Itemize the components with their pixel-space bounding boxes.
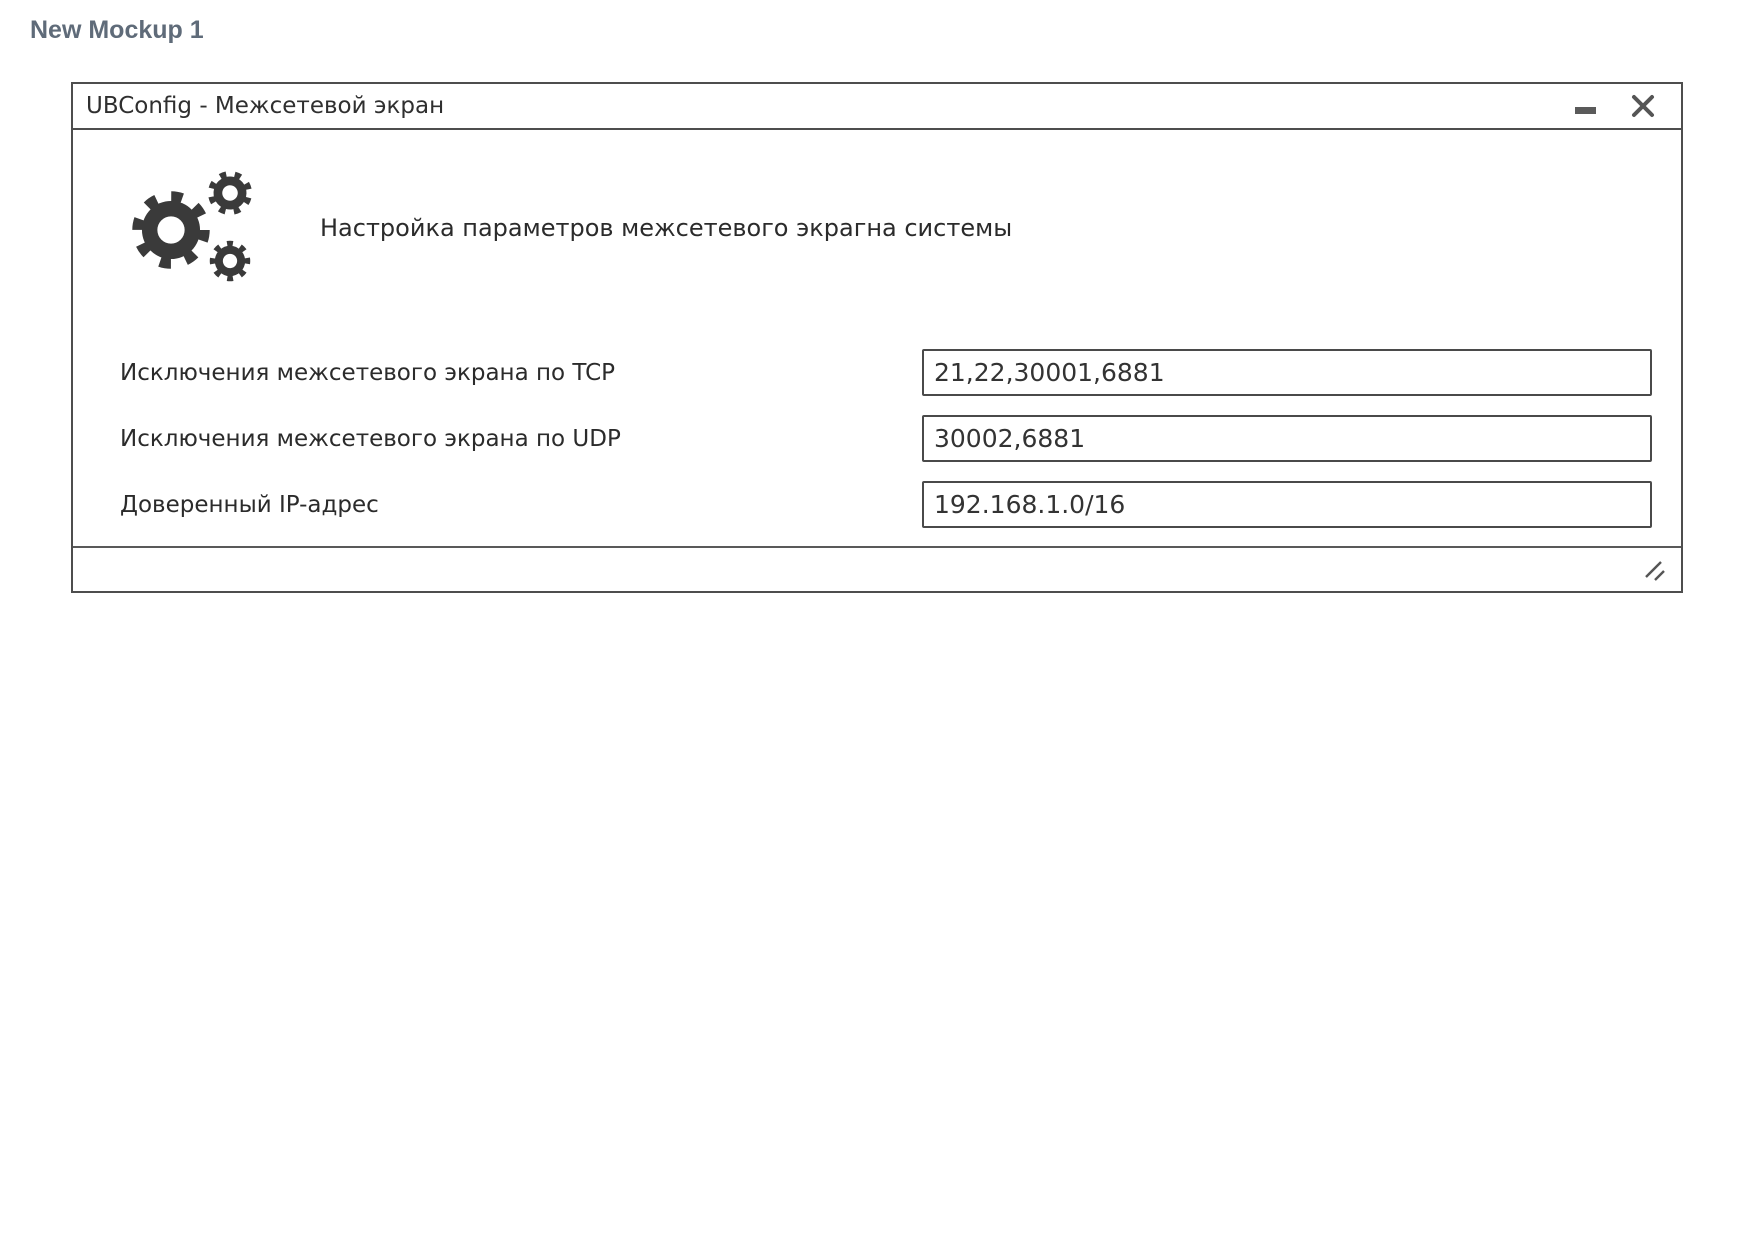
close-icon: [1631, 94, 1655, 118]
window-content: [73, 132, 1681, 544]
udp-exceptions-input[interactable]: [922, 415, 1652, 462]
window-title: UBConfig - Межсетевой экран: [86, 93, 445, 119]
close-button[interactable]: [1629, 92, 1657, 120]
udp-exceptions-label: Исключения межсетевого экрана по UDP: [120, 425, 621, 452]
tcp-exceptions-label: Исключения межсетевого экрана по TCP: [120, 359, 616, 386]
window-titlebar[interactable]: [73, 84, 1681, 130]
trusted-ip-input[interactable]: [922, 481, 1652, 528]
window-description: Настройка параметров межсетевого экрагна системы: [320, 214, 1013, 242]
config-window: [71, 82, 1683, 593]
window-statusbar: [73, 546, 1681, 591]
mockup-title: New Mockup 1: [30, 16, 204, 44]
minimize-icon: [1575, 107, 1596, 114]
titlebar-buttons: [1571, 92, 1657, 120]
gears-icon: [127, 168, 257, 294]
resize-grip-icon[interactable]: [1643, 559, 1669, 585]
trusted-ip-label: Доверенный IP-адрес: [120, 491, 379, 518]
tcp-exceptions-input[interactable]: [922, 349, 1652, 396]
minimize-button[interactable]: [1571, 92, 1599, 120]
